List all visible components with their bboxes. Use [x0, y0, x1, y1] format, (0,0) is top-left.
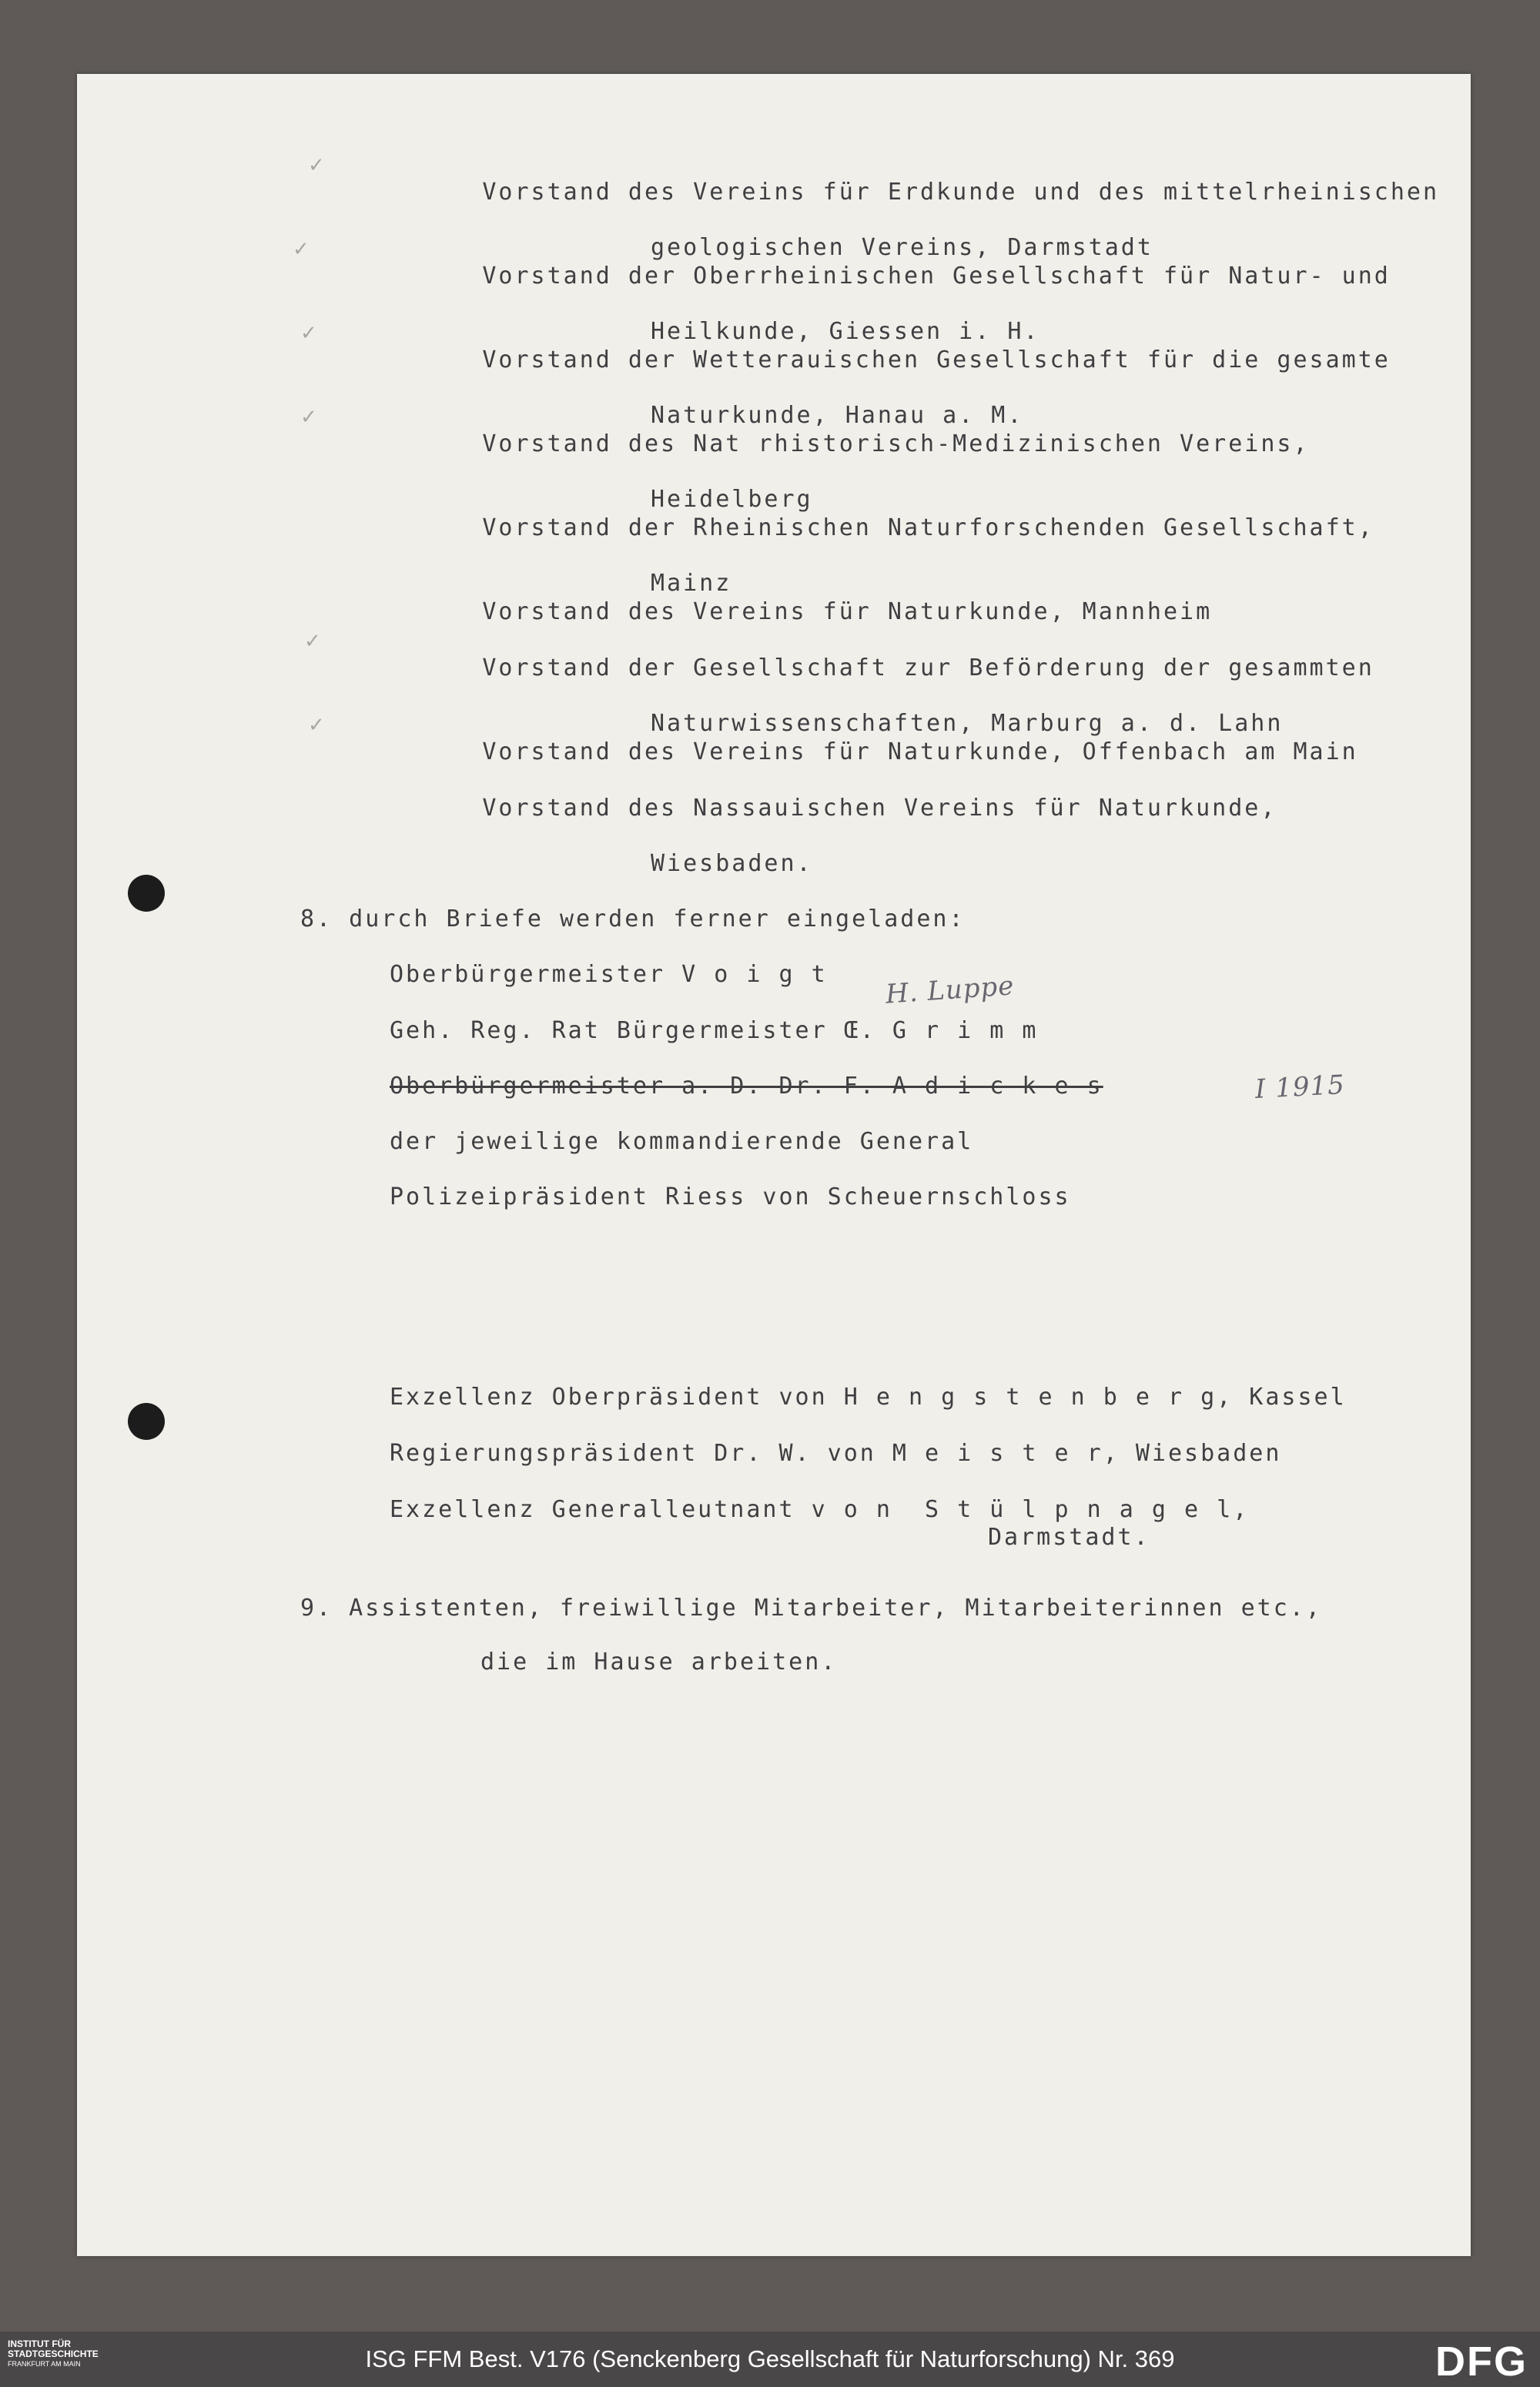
- archive-footer: [0, 2332, 1540, 2387]
- list-item-line2: Naturwissenschaften, Marburg a. d. Lahn: [651, 710, 1284, 737]
- invitee-line: Exzellenz Oberpräsident von H e n g s t e n b e r g, Kassel: [390, 1384, 1347, 1411]
- list-item-line2: Naturkunde, Hanau a. M.: [651, 402, 1024, 429]
- list-item-line1: Vorstand des Vereins für Naturkunde, Mannheim: [482, 598, 1213, 625]
- list-item-line2: Wiesbaden.: [651, 850, 813, 877]
- section-9-line1: 9. Assistenten, freiwillige Mitarbeiter, Mitarbeiterinnen etc.,: [300, 1595, 1322, 1622]
- check-mark-icon: ✓: [308, 714, 325, 737]
- list-item-line2: Heilkunde, Giessen i. H.: [651, 318, 1040, 345]
- invitee-line: Exzellenz Generalleutnant v o n S t ü l p n a g e l,: [390, 1496, 1250, 1523]
- invitee-line: Regierungspräsident Dr. W. von M e i s t e r, Wiesbaden: [390, 1440, 1282, 1467]
- list-item-line1: Vorstand des Nassauischen Vereins für Naturkunde,: [482, 795, 1277, 822]
- check-mark-icon: ✓: [293, 238, 310, 261]
- list-item-line1: Vorstand der Gesellschaft zur Beförderung der gesammten: [482, 654, 1374, 681]
- list-item-line1: Vorstand des Vereins für Naturkunde, Offenbach am Main: [482, 738, 1358, 765]
- list-item-line1: Vorstand der Oberrheinischen Gesellschaft für Natur- und: [482, 263, 1391, 290]
- punch-hole-bottom: [128, 1403, 165, 1440]
- handwritten-name: H. Luppe: [884, 970, 1016, 1010]
- check-mark-icon: ✓: [300, 322, 317, 345]
- section-9-line2: die im Hause arbeiten.: [480, 1649, 838, 1676]
- check-mark-icon: ✓: [308, 154, 325, 177]
- list-item-line2: Mainz: [651, 570, 732, 597]
- invitee-line-struck: Oberbürgermeister a. D. Dr. F. A d i c k e s: [390, 1073, 1103, 1100]
- list-item-line2: geologischen Vereins, Darmstadt: [651, 234, 1153, 261]
- document-sheet: [77, 74, 1471, 2256]
- invitee-line: Oberbürgermeister V o i g t: [390, 961, 828, 988]
- invitee-line: der jeweilige kommandierende General: [390, 1128, 974, 1155]
- handwritten-date: I 1915: [1254, 1069, 1346, 1106]
- list-item-line2: Heidelberg: [651, 486, 813, 513]
- invitee-line: Polizeipräsident Riess von Scheuernschloss: [390, 1183, 1071, 1210]
- list-item-line1: Vorstand des Nat rhistorisch-Medizinischen Vereins,: [482, 430, 1310, 457]
- section-8-heading: 8. durch Briefe werden ferner eingeladen:: [300, 906, 966, 932]
- invitee-line: Geh. Reg. Rat Bürgermeister Œ. G r i m m: [390, 1017, 1039, 1044]
- institution-logo: INSTITUT FÜR STADTGESCHICHTE FRANKFURT AM MAIN: [8, 2338, 99, 2368]
- check-mark-icon: ✓: [300, 406, 317, 429]
- archive-caption: ISG FFM Best. V176 (Senckenberg Gesellschaft für Naturforschung) Nr. 369: [365, 2345, 1175, 2372]
- punch-hole-top: [128, 875, 165, 912]
- list-item-line1: Vorstand der Rheinischen Naturforschenden Gesellschaft,: [482, 514, 1374, 541]
- list-item-line1: Vorstand des Vereins für Erdkunde und des mittelrheinischen: [482, 179, 1440, 206]
- invitee-line-continuation: Darmstadt.: [988, 1524, 1150, 1551]
- list-item-line1: Vorstand der Wetterauischen Gesellschaft für die gesamte: [482, 346, 1391, 373]
- check-mark-icon: ✓: [304, 630, 321, 653]
- dfg-logo: DFG: [1435, 2338, 1528, 2385]
